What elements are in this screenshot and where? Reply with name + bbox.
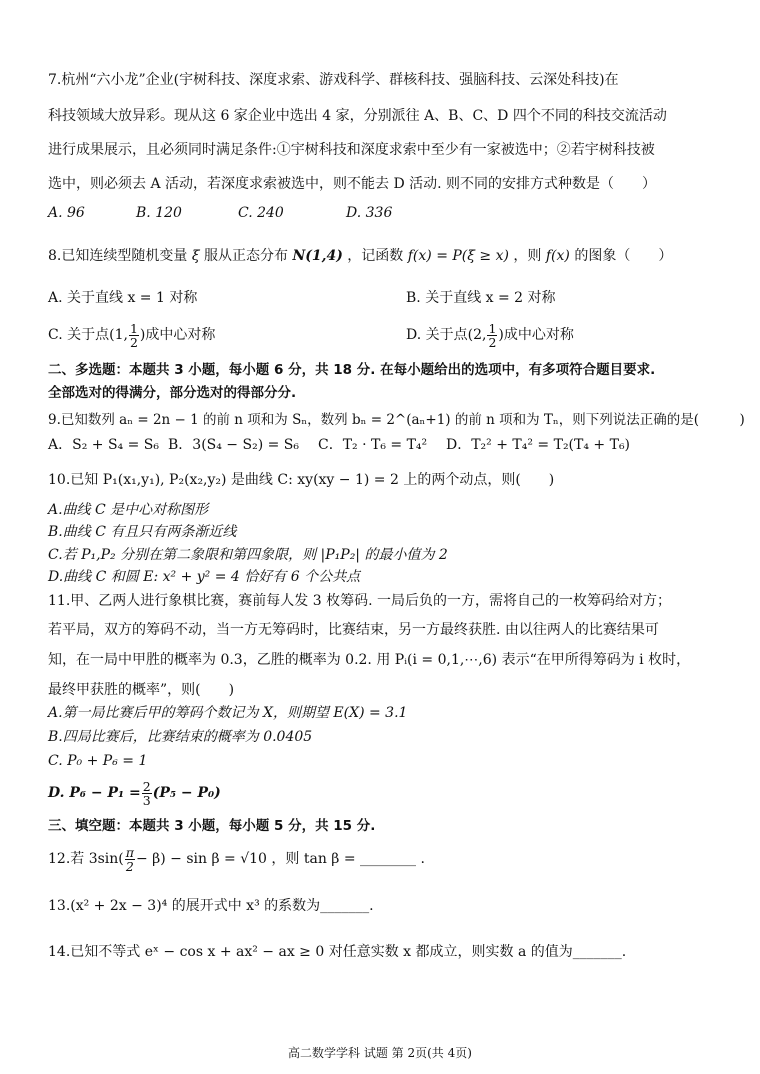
q9-stem: 9.已知数列 aₙ = 2n − 1 的前 n 项和为 Sₙ，数列 bₙ = 2^(aₙ+1) 的前 n 项和为 Tₙ，则下列说法正确的是( ) [48,412,745,428]
q8-option-b: B. 关于直线 x = 2 对称 [406,290,556,306]
q11-option-d-pre: D. P₆ − P₁ = [48,785,141,801]
fraction-numerator: 1 [488,320,497,336]
q8-option-d-pre: D. 关于点(2, [406,327,487,343]
page-footer: 高二数学学科 试题 第 2页(共 4页) [288,1046,472,1060]
q8-option-a: A. 关于直线 x = 1 对称 [48,290,198,306]
q8-stem-mid2: ，记函数 [347,248,404,264]
q9-option-d: D．T₂² + T₄² = T₂(T₄ + T₆) [446,437,631,453]
q9-option-b: B．3(S₄ − S₂) = S₆ [168,437,299,453]
q10-stem: 10.已知 P₁(x₁,y₁), P₂(x₂,y₂) 是曲线 C: xy(xy − 1) = 2 上的两个动点，则( ) [48,472,555,488]
fraction-denominator: 2 [488,334,497,350]
q7-option-b: B. 120 [136,205,182,221]
q7-line-2: 科技领域大放异彩。现从这 6 家企业中选出 4 家，分别派往 A、B、C、D 四个不同的科技交流活动 [48,108,667,124]
q11-line-1: 11.甲、乙两人进行象棋比赛，赛前每人发 3 枚筹码. 一局后负的一方，需将自己的一枚筹码给对方； [48,593,671,609]
q12-stem-pre: 12.若 3sin( [48,851,124,867]
q11-option-c: C. P₀ + P₆ = 1 [48,753,148,769]
q9-option-a: A．S₂ + S₄ = S₆ [48,437,159,453]
q7-option-c: C. 240 [238,205,284,221]
q7-line-1: 7.杭州“六小龙”企业(宇树科技、深度求索、游戏科学、群核科技、强脑科技、云深处科技)在 [48,72,619,88]
section-2-heading-line-1: 二、多选题：本题共 3 小题，每小题 6 分，共 18 分. 在每小题给出的选项中，有多项符合题目要求. [48,362,656,378]
q8-fx: f(x) [545,248,570,264]
q11-line-3: 知，在一局中甲胜的概率为 0.3，乙胜的概率为 0.2. 用 Pᵢ(i = 0,1,⋯,6) 表示“在甲所得筹码为 i 枚时， [48,652,691,668]
q8-option-c [48,318,215,352]
q11-option-d-post: (P₅ − P₀) [152,785,221,801]
q8-distribution: N(1,4) [292,248,343,264]
q10-option-d: D.曲线 C 和圆 E: x² + y² = 4 恰好有 6 个公共点 [48,569,361,585]
q8-stem-pre: 8.已知连续型随机变量 [48,248,188,264]
q12-pi-fraction [125,846,135,873]
q8-stem-mid1: 服从正态分布 [203,248,288,264]
q8-option-d [406,318,574,352]
q8-option-c-pre: C. 关于点(1, [48,327,128,343]
q8-stem [48,246,672,266]
q11-option-d-fraction [142,780,152,807]
section-3-heading: 三、填空题：本题共 3 小题，每小题 5 分，共 15 分. [48,818,376,834]
q8-option-c-post: )成中心对称 [139,327,216,343]
q7-option-a: A. 96 [48,205,85,221]
q9-option-c: C．T₂ · T₆ = T₄² [318,437,428,453]
q7-line-4: 选中，则必须去 A 活动，若深度求索被选中，则不能去 D 活动. 则不同的安排方式种数是（ ） [48,176,657,192]
fraction-denominator: 3 [142,792,151,808]
q8-function: f(x) = P(ξ ≥ x) [407,248,509,264]
q8-stem-end: 的图象（ ） [574,248,673,264]
q10-option-c: C.若 P₁,P₂ 分别在第二象限和第四象限，则 |P₁P₂| 的最小值为 2 [48,547,448,563]
fraction-numerator: π [125,844,134,860]
q8-xi: ξ [191,248,200,264]
q11-option-b: B.四局比赛后，比赛结束的概率为 0.0405 [48,729,313,745]
section-2-heading-line-2: 全部选对的得满分，部分选对的得部分分. [48,385,297,401]
q11-line-4: 最终甲获胜的概率”，则( ) [48,682,235,698]
q10-option-b: B.曲线 C 有且只有两条渐近线 [48,524,237,540]
q12-stem-post: − β) − sin β = √10 ，则 tan β = ________ . [135,851,425,867]
q12-stem [48,842,425,876]
fraction-denominator: 2 [129,334,138,350]
q11-line-2: 若平局，双方的筹码不动，当一方无筹码时，比赛结束，另一方最终获胜. 由以往两人的比赛结果可 [48,622,659,638]
q10-option-a: A.曲线 C 是中心对称图形 [48,502,209,518]
q11-option-d [48,776,221,810]
q7-option-d: D. 336 [346,205,393,221]
fraction-numerator: 2 [142,778,151,794]
fraction-numerator: 1 [129,320,138,336]
q8-option-c-fraction [129,322,139,349]
q8-option-d-post: )成中心对称 [498,327,574,343]
q13-stem: 13.(x² + 2x − 3)⁴ 的展开式中 x³ 的系数为_______. [48,898,374,914]
q7-line-3: 进行成果展示，且必须同时满足条件:①宇树科技和深度求索中至少有一家被选中；②若宇树科技被 [48,142,655,158]
q11-option-a: A.第一局比赛后甲的筹码个数记为 X，则期望 E(X) = 3.1 [48,705,408,721]
q8-stem-mid3: ，则 [513,248,542,264]
fraction-denominator: 2 [125,858,134,874]
q8-option-d-fraction [487,322,497,349]
q14-stem: 14.已知不等式 eˣ − cos x + ax² − ax ≥ 0 对任意实数 x 都成立，则实数 a 的值为_______. [48,944,627,960]
